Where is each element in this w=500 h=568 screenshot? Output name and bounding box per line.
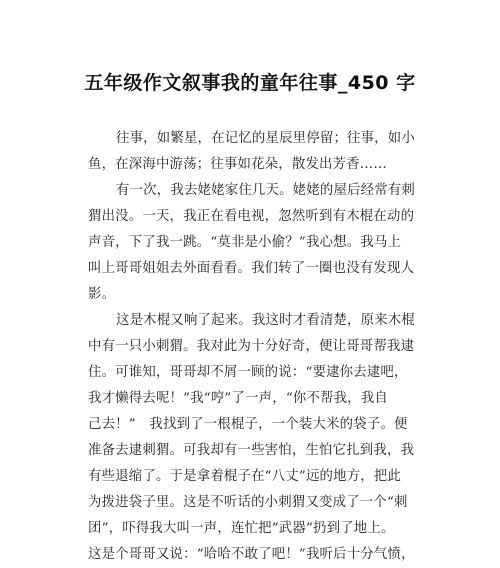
body-line: 准备去逮刺猬。可我却有一些害怕，生怕它扎到我，我 [88,443,415,458]
body-line: 猬出没。一天，我正在看电视，忽然听到有木棍在动的 [88,209,415,224]
document-body [88,126,418,568]
body-line: 有些退缩了。于是拿着棍子在“八丈”远的地方，把此 [88,469,402,484]
body-line: 团”，吓得我大叫一声，连忙把“武器”扔到了地上。 [88,521,395,536]
body-line: 己去！” 我找到了一根棍子，一个装大米的袋子。便 [88,417,408,432]
body-line: 中有一只小刺猬。我对此为十分好奇，便让哥哥帮我逮 [88,339,415,354]
body-line: 声音，下了我一跳。“莫非是小偷？”我心想。我马上 [88,235,402,250]
body-line: 为拨进袋子里。这是不听话的小刺猬又变成了一个“刺 [88,495,408,510]
body-line: 这是个哥哥又说：“哈哈不敢了吧！”我听后十分气愤， [88,547,415,562]
body-line: 我才懒得去呢！”我“哼”了一声，“你不帮我，我自 [88,391,388,406]
body-line: 影。 [88,287,116,302]
body-line: 这是木棍又响了起来。我这时才看清楚，原来木棍 [116,313,415,328]
body-line: 住。可谁知，哥哥却不屑一顾的说：“要逮你去逮吧， [88,365,408,380]
body-line: 叫上哥哥姐姐去外面看看。我们转了一圈也没有发现人 [88,261,415,276]
body-line: 往事，如繁星，在记忆的星辰里停留；往事，如小 [116,131,415,146]
body-line: 有一次，我去姥姥家住几天。姥姥的屋后经常有刺 [116,183,415,198]
body-line: 鱼，在深海中游荡；往事如花朵，散发出芳香…… [88,157,387,172]
document-title: 五年级作文叙事我的童年往事_450 字 [84,72,416,94]
